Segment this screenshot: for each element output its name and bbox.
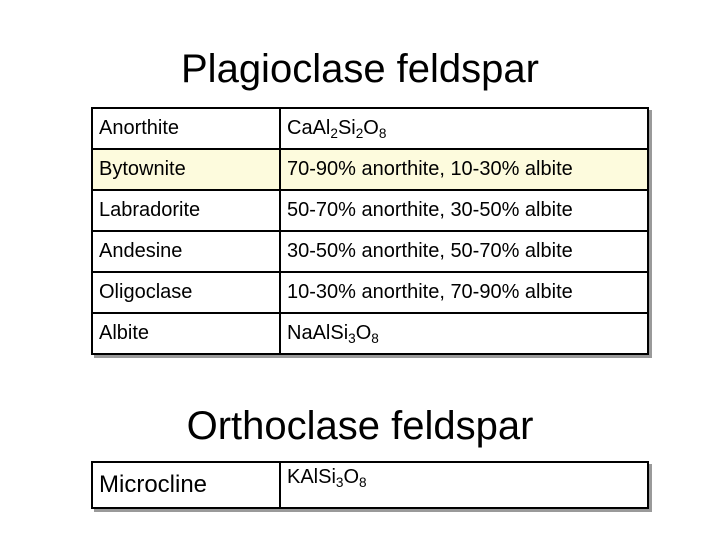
mineral-composition: $NaAlSi_3O_8$: [280, 313, 648, 354]
table-row: [92, 462, 648, 508]
plagioclase-table: [91, 107, 649, 355]
mineral-composition: 30-50% anorthite, 50-70% albite: [280, 231, 648, 272]
mineral-name: Microcline: [92, 462, 280, 508]
mineral-composition: $KAlSi_3O_8$: [280, 462, 648, 508]
mineral-name: Albite: [92, 313, 280, 354]
orthoclase-title: Orthoclase feldspar: [186, 404, 534, 448]
table-row: [92, 190, 648, 231]
mineral-name: Labradorite: [92, 190, 280, 231]
table-row: [92, 231, 648, 272]
table-row: [92, 108, 648, 149]
mineral-composition: 70-90% anorthite, 10-30% albite: [280, 149, 648, 190]
mineral-name: Bytownite: [92, 149, 280, 190]
table-row: [92, 149, 648, 190]
mineral-composition: 10-30% anorthite, 70-90% albite: [280, 272, 648, 313]
table-row: [92, 272, 648, 313]
plagioclase-title: Plagioclase feldspar: [181, 47, 539, 91]
orthoclase-table: [91, 461, 649, 509]
mineral-name: Anorthite: [92, 108, 280, 149]
mineral-name: Andesine: [92, 231, 280, 272]
mineral-composition: 50-70% anorthite, 30-50% albite: [280, 190, 648, 231]
mineral-name: Oligoclase: [92, 272, 280, 313]
mineral-composition: $CaAl_2Si_2O_8$: [280, 108, 648, 149]
table-row: [92, 313, 648, 354]
